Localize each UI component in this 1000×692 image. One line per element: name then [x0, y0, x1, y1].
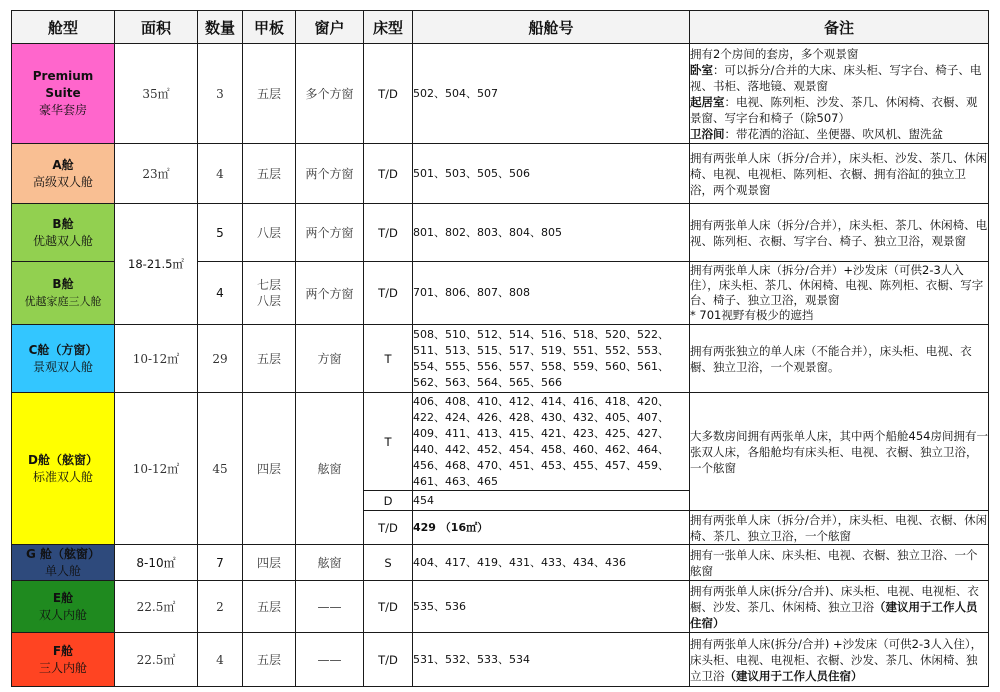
header-row — [12, 11, 989, 44]
bed-a: T/D — [364, 144, 413, 204]
note-f — [690, 633, 989, 687]
window-c: 方窗 — [296, 325, 364, 393]
deck-premium: 五层 — [243, 44, 296, 144]
bed-d-t: T — [364, 393, 413, 491]
row-e — [12, 581, 989, 633]
deck-c: 五层 — [243, 325, 296, 393]
window-d: 舷窗 — [296, 393, 364, 545]
type-f — [12, 633, 115, 687]
type-c-name: C舱（方窗） — [28, 342, 98, 357]
note-e — [690, 581, 989, 633]
note-g: 拥有一张单人床、床头柜、电视、衣橱、独立卫浴、一个舷窗 — [690, 545, 989, 581]
count-g: 7 — [198, 545, 243, 581]
cabins-c-line: 562、563、564、565、566 — [413, 375, 562, 389]
row-g — [12, 545, 989, 581]
count-f: 4 — [198, 633, 243, 687]
header-type: 舱型 — [12, 11, 115, 44]
note-premium-bath: ：带花洒的浴缸、坐便器、吹风机、盥洗盆 — [724, 126, 943, 141]
type-g-sub: 单人舱 — [44, 563, 81, 578]
bed-b2: T/D — [364, 262, 413, 325]
count-b1: 5 — [198, 204, 243, 262]
cabins-f: 531、532、533、534 — [413, 633, 690, 687]
cabins-b2: 701、806、807、808 — [413, 262, 690, 325]
type-a-sub: 高级双人舱 — [32, 174, 93, 189]
count-c: 29 — [198, 325, 243, 393]
bed-c: T — [364, 325, 413, 393]
area-e: 22.5㎡ — [115, 581, 198, 633]
row-f — [12, 633, 989, 687]
type-e — [12, 581, 115, 633]
type-b2 — [12, 262, 115, 325]
deck-d: 四层 — [243, 393, 296, 545]
deck-g: 四层 — [243, 545, 296, 581]
note-premium-bath-label: 卫浴间 — [690, 126, 725, 141]
note-premium-living: ：电视、陈列柜、沙发、茶几、休闲椅、衣橱、观景窗、写字台和椅子（除507） — [690, 94, 978, 125]
count-a: 4 — [198, 144, 243, 204]
count-premium: 3 — [198, 44, 243, 144]
type-b1 — [12, 204, 115, 262]
type-c-sub: 景观双人舱 — [32, 359, 93, 374]
cabins-d-d: 454 — [413, 491, 690, 511]
header-bed: 床型 — [364, 11, 413, 44]
deck-b1: 八层 — [243, 204, 296, 262]
header-cabins: 船舱号 — [413, 11, 690, 44]
note-e-main: 拥有两张单人床(拆分/合并)、床头柜、电视、电视柜、衣橱、沙发、茶几、休闲椅、独立卫浴 — [690, 583, 979, 614]
bed-d-d: D — [364, 491, 413, 511]
row-a — [12, 144, 989, 204]
header-count: 数量 — [198, 11, 243, 44]
cabins-e: 535、536 — [413, 581, 690, 633]
cabins-d-td: 429 （16㎡） — [413, 511, 690, 545]
type-d-name: D舱（舷窗） — [28, 452, 98, 467]
type-e-sub: 双人内舱 — [38, 607, 87, 622]
cabins-d-line: 409、411、413、415、421、423、425、427、 — [413, 426, 669, 440]
cabins-d-line: 422、424、426、428、430、432、405、407、 — [413, 410, 669, 424]
type-d-sub: 标准双人舱 — [32, 469, 93, 484]
deck-b2-1: 七层 — [256, 278, 281, 292]
type-f-name: F舱 — [52, 643, 74, 658]
note-a: 拥有两张单人床（拆分/合并），床头柜、沙发、茶几、休闲椅、电视、电视柜、陈列柜、衣橱、拥有浴缸的独立卫浴，两个观景窗 — [690, 144, 989, 204]
cabins-c-line: 554、555、556、557、558、559、560、561、 — [413, 359, 669, 373]
note-d-td: 拥有两张单人床（拆分/合并），床头柜、电视、衣橱、休闲椅、茶几、独立卫浴，一个舷窗 — [690, 512, 988, 543]
deck-f: 五层 — [243, 633, 296, 687]
row-b1 — [12, 204, 989, 262]
note-b2-main: 拥有两张单人床（拆分/合并）+沙发床（可供2-3人入住），床头柜、茶几、休闲椅、电视、陈列柜、衣橱、写字台、椅子、独立卫浴，观景窗 — [690, 263, 984, 307]
area-b: 18-21.5㎡ — [115, 204, 198, 325]
note-e-bold: （建议用于工作人员住宿） — [690, 599, 978, 630]
note-premium — [690, 44, 989, 144]
window-f: —— — [296, 633, 364, 687]
count-b2: 4 — [198, 262, 243, 325]
cabins-d-t — [413, 393, 690, 491]
type-a — [12, 144, 115, 204]
type-g-name: G 舱（舷窗） — [25, 546, 101, 561]
note-b2 — [690, 262, 989, 325]
type-premium — [12, 44, 115, 144]
cabins-d-line: 456、468、470、451、453、455、457、459、 — [413, 458, 669, 472]
window-b2: 两个方窗 — [296, 262, 364, 325]
type-b2-sub: 优越家庭三人舱 — [24, 295, 102, 308]
type-f-sub: 三人内舱 — [38, 660, 87, 675]
window-a: 两个方窗 — [296, 144, 364, 204]
row-premium — [12, 44, 989, 144]
deck-b2-2: 八层 — [256, 294, 281, 308]
bed-e: T/D — [364, 581, 413, 633]
area-c: 10-12㎡ — [115, 325, 198, 393]
header-notes: 备注 — [690, 11, 989, 44]
type-d — [12, 393, 115, 545]
type-c — [12, 325, 115, 393]
deck-e: 五层 — [243, 581, 296, 633]
count-d: 45 — [198, 393, 243, 545]
bed-f: T/D — [364, 633, 413, 687]
row-d-t — [12, 393, 989, 491]
header-area: 面积 — [115, 11, 198, 44]
bed-g: S — [364, 545, 413, 581]
row-c — [12, 325, 989, 393]
note-f-bold: （建议用于工作人员住宿） — [724, 668, 863, 683]
cabins-d-line: 461、463、465 — [413, 474, 498, 488]
cabins-c — [413, 325, 690, 393]
count-e: 2 — [198, 581, 243, 633]
type-premium-sub: 豪华套房 — [38, 103, 87, 117]
header-window: 窗户 — [296, 11, 364, 44]
bed-premium: T/D — [364, 44, 413, 144]
area-a: 23㎡ — [115, 144, 198, 204]
cabins-d-line: 406、408、410、412、414、416、418、420、 — [413, 394, 669, 408]
cabins-premium: 502、504、507 — [413, 44, 690, 144]
type-a-name: A舱 — [52, 157, 74, 172]
cabins-g: 404、417、419、431、433、434、436 — [413, 545, 690, 581]
note-premium-line1: 拥有2个房间的套房，多个观景窗 — [690, 46, 859, 61]
area-d: 10-12㎡ — [115, 393, 198, 545]
area-f: 22.5㎡ — [115, 633, 198, 687]
cabins-c-line: 508、510、512、514、516、518、520、522、 — [413, 327, 669, 341]
area-g: 8-10㎡ — [115, 545, 198, 581]
window-premium: 多个方窗 — [296, 44, 364, 144]
note-f-main: 拥有两张单人床(拆分/合并) +沙发床（可供2-3人入住），床头柜、电视、电视柜、衣橱、沙发、茶几、休闲椅、独立卫浴 — [690, 636, 983, 683]
note-premium-bedroom-label: 卧室 — [690, 62, 713, 77]
note-b1: 拥有两张单人床（拆分/合并），床头柜、茶几、休闲椅、电视、陈列柜、衣橱、写字台、椅子、独立卫浴，观景窗 — [690, 204, 989, 262]
cabins-c-line: 511、513、515、517、519、551、552、553、 — [413, 343, 669, 357]
type-b2-name: B舱 — [52, 277, 74, 291]
cabins-b1: 801、802、803、804、805 — [413, 204, 690, 262]
window-g: 舷窗 — [296, 545, 364, 581]
type-premium-name: Premium Suite — [32, 69, 94, 100]
deck-b2 — [243, 262, 296, 325]
deck-a: 五层 — [243, 144, 296, 204]
header-deck: 甲板 — [243, 11, 296, 44]
note-c: 拥有两张独立的单人床（不能合并），床头柜、电视、衣橱、独立卫浴，一个观景窗。 — [690, 325, 989, 393]
note-b2-extra: * 701视野有极少的遮挡 — [690, 308, 814, 322]
cabin-table — [11, 10, 989, 687]
bed-d-td: T/D — [364, 511, 413, 545]
note-premium-bedroom: ：可以拆分/合并的大床、床头柜、写字台、椅子、电视、书柜、落地镜、观景窗 — [690, 62, 982, 93]
type-g — [12, 545, 115, 581]
area-premium: 35㎡ — [115, 44, 198, 144]
window-b1: 两个方窗 — [296, 204, 364, 262]
note-d: 大多数房间拥有两张单人床，其中两个船舱454房间拥有一张双人床，各船舱均有床头柜、电视、衣橱、独立卫浴，一个舷窗 — [690, 393, 989, 511]
type-e-name: E舱 — [52, 590, 74, 605]
cabins-d-line: 440、442、452、454、458、460、462、464、 — [413, 442, 669, 456]
window-e: —— — [296, 581, 364, 633]
type-b1-name: B舱 — [52, 216, 74, 231]
note-premium-living-label: 起居室 — [690, 94, 725, 109]
cabins-a: 501、503、505、506 — [413, 144, 690, 204]
bed-b1: T/D — [364, 204, 413, 262]
type-b1-sub: 优越双人舱 — [32, 233, 93, 248]
